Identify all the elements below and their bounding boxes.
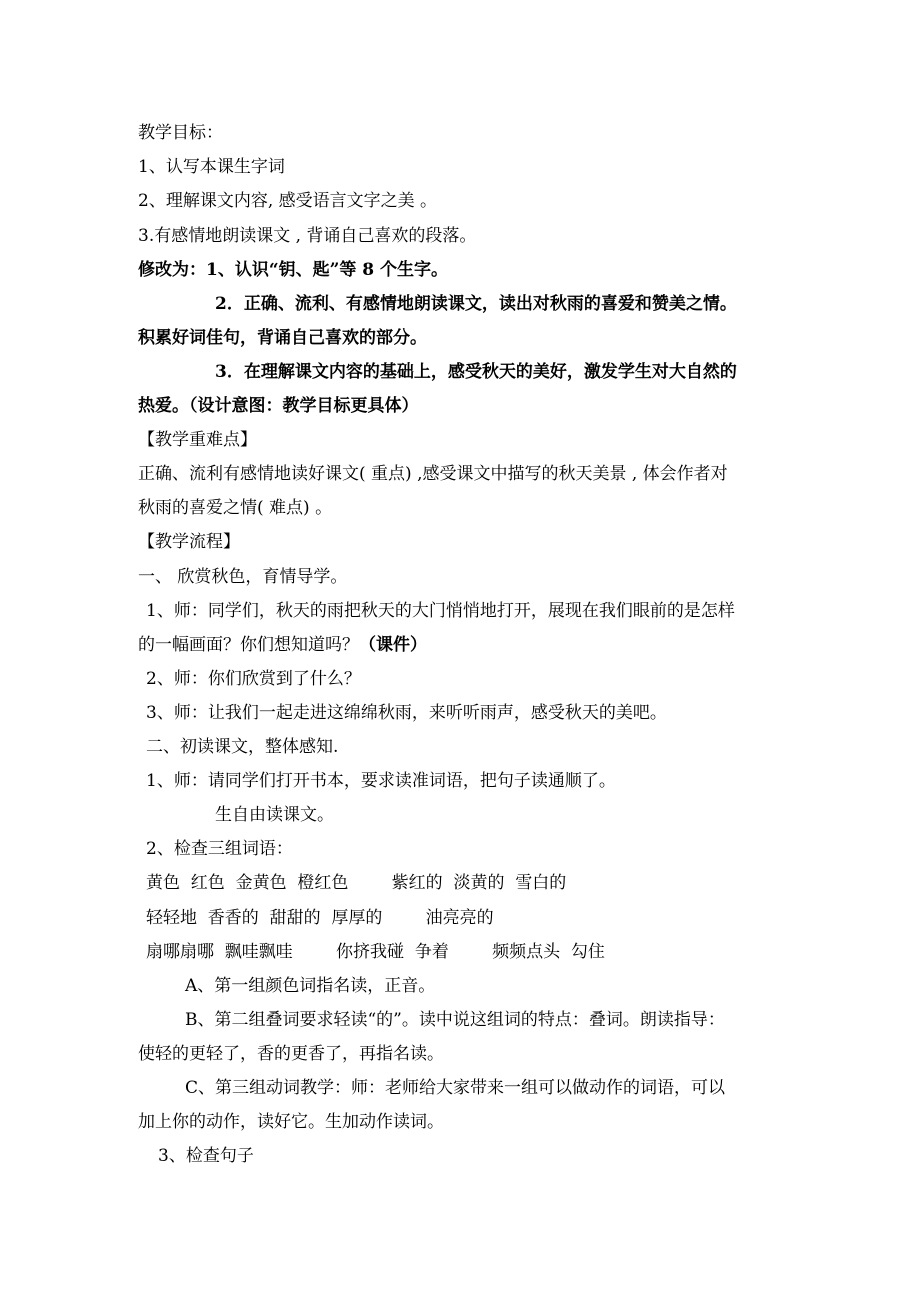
revised-objective-2: 2．正确、流利、有感情地朗读课文，读出对秋雨的喜爱和赞美之情。 [215, 294, 737, 314]
objective-item-3: 3.有感情地朗读课文 , 背诵自己喜欢的段落。 [138, 226, 477, 246]
process-heading: 【教学流程】 [138, 532, 240, 552]
word-row-2: 轻轻地 香香的 甜甜的 厚厚的 油亮亮的 [146, 908, 494, 928]
objectives-heading: 教学目标： [138, 123, 223, 143]
section-1-item-3: 3、师：让我们一起走进这绵绵秋雨，来听听雨声，感受秋天的美吧。 [146, 703, 667, 723]
key-points-heading: 【教学重难点】 [138, 430, 257, 450]
section-1-item-1: 1、师：同学们，秋天的雨把秋天的大门悄悄地打开，展现在我们眼前的是怎样 [146, 601, 735, 621]
group-a-line: A、第一组颜色词指名读，正音。 [185, 976, 436, 996]
group-b-line-1: B、第二组叠词要求轻读“的”。读中说这组词的特点：叠词。朗读指导： [185, 1010, 725, 1030]
objective-item-2: 2、理解课文内容, 感受语言文字之美 。 [138, 191, 438, 211]
revised-objective-3-cont: 热爱。（设计意图：教学目标更具体） [138, 396, 419, 416]
section-1-item-2: 2、师：你们欣赏到了什么？ [146, 669, 361, 689]
group-b-line-2: 使轻的更轻了，香的更香了，再指名读。 [138, 1044, 444, 1064]
revised-objective-3: 3．在理解课文内容的基础上，感受秋天的美好，激发学生对大自然的 [215, 362, 737, 382]
section-1-item-1-cont [138, 633, 920, 657]
key-points-line-1: 正确、流利有感情地读好课文( 重点) ,感受课文中描写的秋天美景 , 体会作者对 [138, 464, 728, 484]
section-2-item-2: 2、检查三组词语： [146, 839, 293, 859]
word-row-3: 扇哪扇哪 飘哇飘哇 你挤我碰 争着 频频点头 勾住 [146, 942, 605, 962]
section-2-item-1: 1、师：请同学们打开书本，要求读准词语，把句子读通顺了。 [146, 771, 616, 791]
revised-objective-2-cont: 积累好词佳句，背诵自己喜欢的部分。 [138, 328, 427, 348]
courseware-note: （课件） [359, 635, 427, 655]
group-c-line-2: 加上你的动作，读好它。生加动作读词。 [138, 1112, 444, 1132]
section-1-title: 一、 欣赏秋色，育情导学。 [138, 567, 348, 587]
group-c-line-1: C、第三组动词教学：师：老师给大家带来一组可以做动作的词语，可以 [185, 1078, 726, 1098]
key-points-line-2: 秋雨的喜爱之情( 难点) 。 [138, 498, 333, 518]
objective-item-1: 1、认写本课生字词 [138, 157, 285, 177]
section-2-title: 二、初读课文，整体感知. [146, 737, 339, 757]
revised-objective-1: 修改为：1、认识“钥、匙”等 8 个生字。 [138, 260, 449, 280]
word-row-1: 黄色 红色 金黄色 橙红色 紫红的 淡黄的 雪白的 [146, 873, 567, 893]
section-2-item-1-sub: 生自由读课文。 [215, 805, 334, 825]
section-2-item-3: 3、检查句子 [158, 1146, 254, 1166]
section-1-item-1-text: 的一幅画面？你们想知道吗？ [138, 635, 359, 655]
